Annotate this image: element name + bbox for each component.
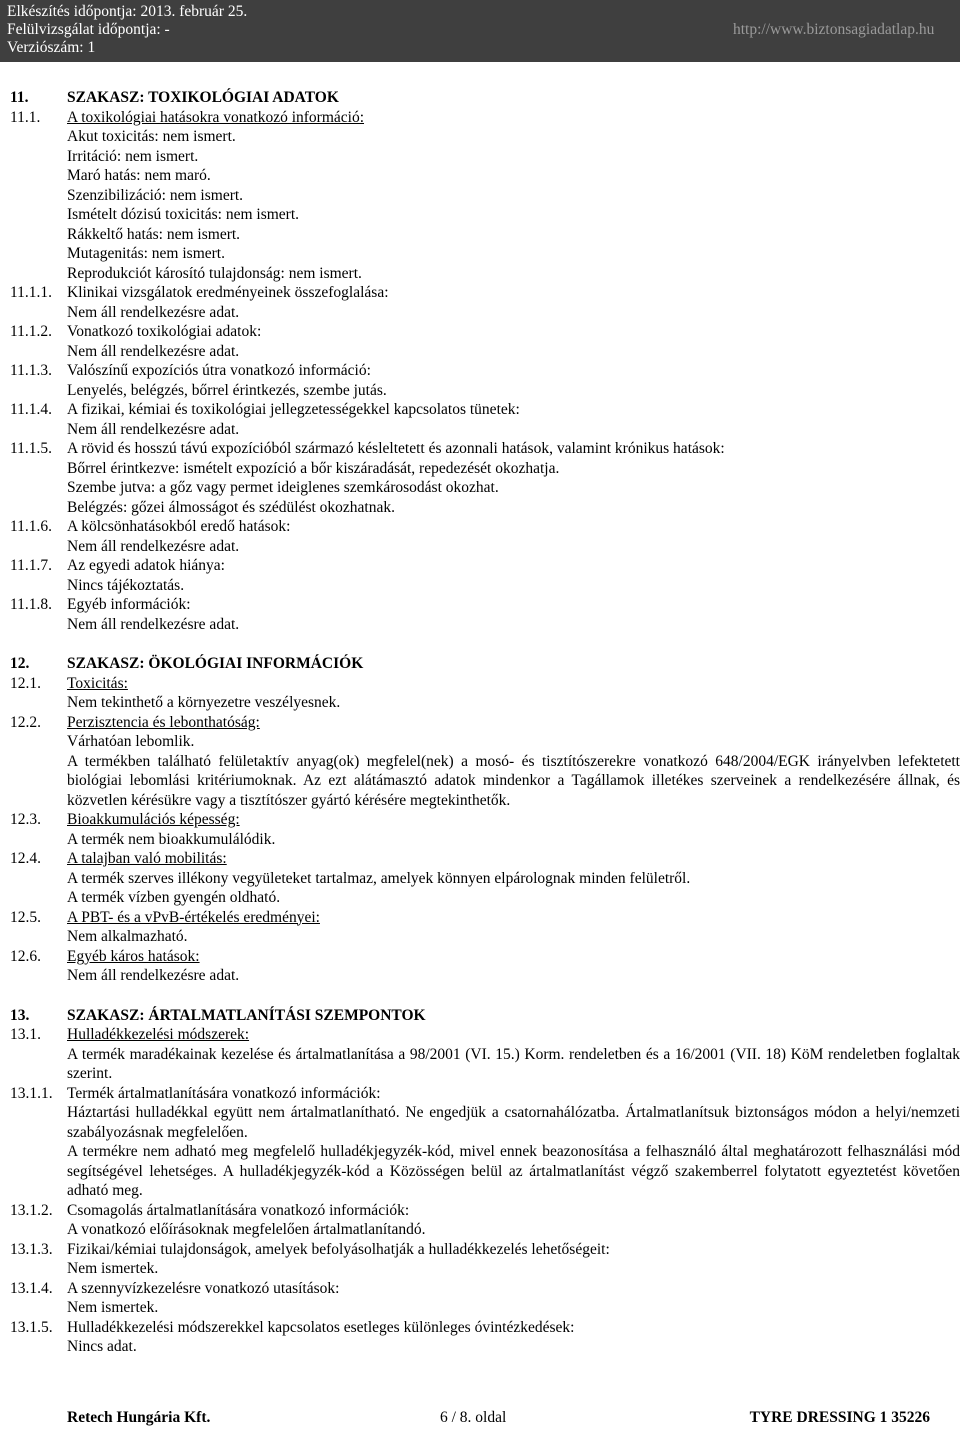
- item-text: A termékre nem adható meg megfelelő hulladékjegyzék-kód, mivel ennek beazonosítása a felhasználó által meghatározott felhasználási mód segítségével lehetséges. A hulladékjegyzék-kód a Közösségen belül az ártalmatlanítást végző szakemberrel folytatott egyeztetést követően adható meg.: [67, 1143, 960, 1199]
- numbered-item: [10, 1279, 960, 1299]
- item-title: A PBT- és a vPvB-értékelés eredményei:: [67, 908, 320, 926]
- numbered-item: [10, 810, 960, 830]
- item-title: Csomagolás ártalmatlanítására vonatkozó információk:: [67, 1201, 410, 1219]
- footer-company: Retech Hungária Kft.: [67, 1409, 211, 1426]
- header-left: [7, 3, 247, 57]
- item-text: Nem ismertek.: [67, 1299, 159, 1316]
- numbered-item: [10, 322, 960, 342]
- item-text: Lenyelés, belégzés, bőrrel érintkezés, szembe jutás.: [67, 381, 387, 399]
- item-text: Nem áll rendelkezésre adat.: [67, 420, 240, 438]
- item-text: A vonatkozó előírásoknak megfelelően ártalmatlanítandó.: [67, 1221, 426, 1238]
- item-text: Mutagenitás: nem ismert.: [67, 245, 225, 262]
- item-number: 11.1.1.: [10, 284, 53, 301]
- item-number: 11.1.: [10, 108, 41, 126]
- item-title: Egyéb információk:: [67, 596, 191, 613]
- item-title: A kölcsönhatásokból eredő hatások:: [67, 518, 291, 535]
- item-number: 13.1.: [10, 1026, 41, 1043]
- item-title: A rövid és hosszú távú expozícióból származó késleltetett és azonnali hatások, valamint krónikus hatások:: [67, 440, 725, 457]
- item-text: Háztartási hulladékkal együtt nem ártalmatlanítható. Ne engedjük a csatornahálózatba. Ártalmatlanítsuk biztonságos módon a helyi/nemzeti szabályozásnak megfelelően.: [67, 1104, 960, 1141]
- item-text: Reprodukciót károsító tulajdonság: nem ismert.: [67, 264, 362, 282]
- item-text: A termék szerves illékony vegyületeket tartalmaz, amelyek könnyen elpárolognak minden felületről.: [67, 869, 691, 887]
- item-text: Nem ismertek.: [67, 1260, 159, 1277]
- item-text: Nem áll rendelkezésre adat.: [67, 303, 240, 321]
- item-number: 12.: [10, 655, 30, 672]
- item-title: A szennyvízkezelésre vonatkozó utasítások:: [67, 1279, 340, 1297]
- item-text: Nem áll rendelkezésre adat.: [67, 967, 240, 984]
- item-number: 11.: [10, 89, 29, 106]
- item-text: Szenzibilizáció: nem ismert.: [67, 186, 244, 204]
- item-text: Nem tekinthető a környezetre veszélyesnek.: [67, 694, 341, 711]
- item-title: SZAKASZ: ÖKOLÓGIAI INFORMÁCIÓK: [67, 655, 364, 672]
- review-date: Felülvizsgálat időpontja: -: [7, 21, 170, 38]
- numbered-item: [10, 1025, 960, 1045]
- item-text: A termékben található felületaktív anyag(ok) megfelel(nek) a mosó- és tisztítószerekre vonatkozó 648/2004/EGK irányelvben lefektetett biológiai lebomlási kritériumoknak. Az ezt alátámasztó adatok mindenkor a Tagállamok illetékes szerveinek a rendelkezésére állnak, és közvetlen kérésükre vagy a tisztítószer gyártó kérésére megtekinthetők.: [67, 752, 960, 809]
- numbered-item: [10, 674, 960, 694]
- item-title: Bioakkumulációs képesség:: [67, 811, 240, 828]
- item-text: Irritáció: nem ismert.: [67, 147, 199, 165]
- item-text: Rákkeltő hatás: nem ismert.: [67, 225, 241, 243]
- item-text: A termék maradékainak kezelése és ártalmatlanítása a 98/2001 (VI. 15.) Korm. rendeletben és a 16/2001 (VII. 18) KöM rendeletben foglaltak szerint.: [67, 1045, 960, 1082]
- item-title: Egyéb káros hatások:: [67, 947, 200, 965]
- prepared-date: Elkészítés időpontja: 2013. február 25.: [7, 3, 248, 20]
- numbered-item: [10, 361, 960, 381]
- item-number: 11.1.7.: [10, 557, 53, 574]
- section-spacer: [10, 634, 960, 654]
- numbered-item: [10, 947, 960, 967]
- item-title: Hulladékkezelési módszerek:: [67, 1026, 250, 1043]
- item-title: Az egyedi adatok hiánya:: [67, 557, 225, 574]
- item-text: Bőrrel érintkezve: ismételt expozíció a bőr kiszáradását, repedezését okozhatja.: [67, 459, 560, 477]
- item-title: Perzisztencia és lebonthatóság:: [67, 713, 260, 731]
- version-number: Verziószám: 1: [7, 39, 96, 56]
- numbered-item: [10, 595, 960, 615]
- numbered-item: [10, 849, 960, 869]
- item-number: 13.1.2.: [10, 1201, 53, 1219]
- item-text: A termék vízben gyengén oldható.: [67, 889, 281, 906]
- item-title: A talajban való mobilitás:: [67, 850, 227, 867]
- item-number: 13.1.3.: [10, 1240, 53, 1258]
- item-number: 12.4.: [10, 850, 41, 867]
- header-url-link[interactable]: http://www.biztonsagiadatlap.hu: [733, 21, 935, 38]
- item-number: 12.2.: [10, 713, 41, 731]
- item-title: Klinikai vizsgálatok eredményeinek összefoglalása:: [67, 284, 389, 301]
- footer-product: TYRE DRESSING 1 35226: [749, 1409, 930, 1426]
- item-text: Maró hatás: nem maró.: [67, 167, 211, 184]
- item-text: Nem áll rendelkezésre adat.: [67, 342, 240, 360]
- item-number: 12.5.: [10, 908, 41, 926]
- item-title: Termék ártalmatlanítására vonatkozó információk:: [67, 1084, 381, 1102]
- section-spacer: [10, 986, 960, 1006]
- numbered-item: [10, 1084, 960, 1104]
- numbered-item: [10, 400, 960, 420]
- numbered-item: [10, 283, 960, 303]
- item-number: 11.1.8.: [10, 596, 53, 613]
- item-number: 12.3.: [10, 811, 41, 828]
- item-number: 11.1.6.: [10, 518, 53, 535]
- item-text: Nincs tájékoztatás.: [67, 576, 185, 594]
- item-text: Ismételt dózisú toxicitás: nem ismert.: [67, 206, 300, 223]
- item-text: Nem áll rendelkezésre adat.: [67, 537, 240, 555]
- item-number: 13.1.5.: [10, 1318, 53, 1336]
- item-title: SZAKASZ: TOXIKOLÓGIAI ADATOK: [67, 89, 339, 106]
- numbered-item: [10, 1318, 960, 1338]
- footer-page-number: 6 / 8. oldal: [440, 1409, 507, 1426]
- item-title: Vonatkozó toxikológiai adatok:: [67, 323, 262, 340]
- item-title: Fizikai/kémiai tulajdonságok, amelyek befolyásolhatják a hulladékkezelés lehetőségeit:: [67, 1240, 610, 1258]
- section-heading: [10, 1006, 960, 1026]
- item-title: SZAKASZ: ÁRTALMATLANÍTÁSI SZEMPONTOK: [67, 1006, 426, 1024]
- item-text: Nem alkalmazható.: [67, 928, 188, 945]
- item-text: Akut toxicitás: nem ismert.: [67, 128, 236, 145]
- item-title: A fizikai, kémiai és toxikológiai jellegzetességekkel kapcsolatos tünetek:: [67, 401, 520, 418]
- page-header: [0, 0, 960, 62]
- document-body: [10, 88, 960, 1357]
- page-footer: [0, 1408, 960, 1428]
- item-number: 13.: [10, 1006, 30, 1024]
- section-heading: [10, 654, 960, 674]
- item-text: Belégzés: gőzei álmosságot és szédülést okozhatnak.: [67, 498, 395, 516]
- item-number: 12.1.: [10, 674, 41, 692]
- numbered-item: [10, 1201, 960, 1221]
- item-number: 11.1.2.: [10, 323, 53, 340]
- item-title: Toxicitás:: [67, 674, 128, 692]
- item-text: A termék nem bioakkumulálódik.: [67, 830, 276, 848]
- item-text: Szembe jutva: a gőz vagy permet ideiglenes szemkárosodást okozhat.: [67, 479, 499, 496]
- item-text: Nem áll rendelkezésre adat.: [67, 615, 240, 633]
- numbered-item: [10, 439, 960, 459]
- numbered-item: [10, 108, 960, 128]
- item-number: 12.6.: [10, 947, 41, 965]
- item-title: A toxikológiai hatásokra vonatkozó információ:: [67, 108, 365, 126]
- numbered-item: [10, 556, 960, 576]
- numbered-item: [10, 517, 960, 537]
- item-number: 11.1.3.: [10, 362, 53, 379]
- item-text: Várhatóan lebomlik.: [67, 733, 195, 750]
- item-text: Nincs adat.: [67, 1338, 137, 1355]
- item-number: 13.1.4.: [10, 1279, 53, 1297]
- numbered-item: [10, 713, 960, 733]
- item-number: 11.1.5.: [10, 440, 53, 457]
- numbered-item: [10, 908, 960, 928]
- section-heading: [10, 88, 960, 108]
- item-number: 11.1.4.: [10, 401, 53, 418]
- item-number: 13.1.1.: [10, 1084, 53, 1102]
- item-title: Hulladékkezelési módszerekkel kapcsolatos esetleges különleges óvintézkedések:: [67, 1318, 575, 1336]
- item-title: Valószínű expozíciós útra vonatkozó információ:: [67, 362, 371, 379]
- numbered-item: [10, 1240, 960, 1260]
